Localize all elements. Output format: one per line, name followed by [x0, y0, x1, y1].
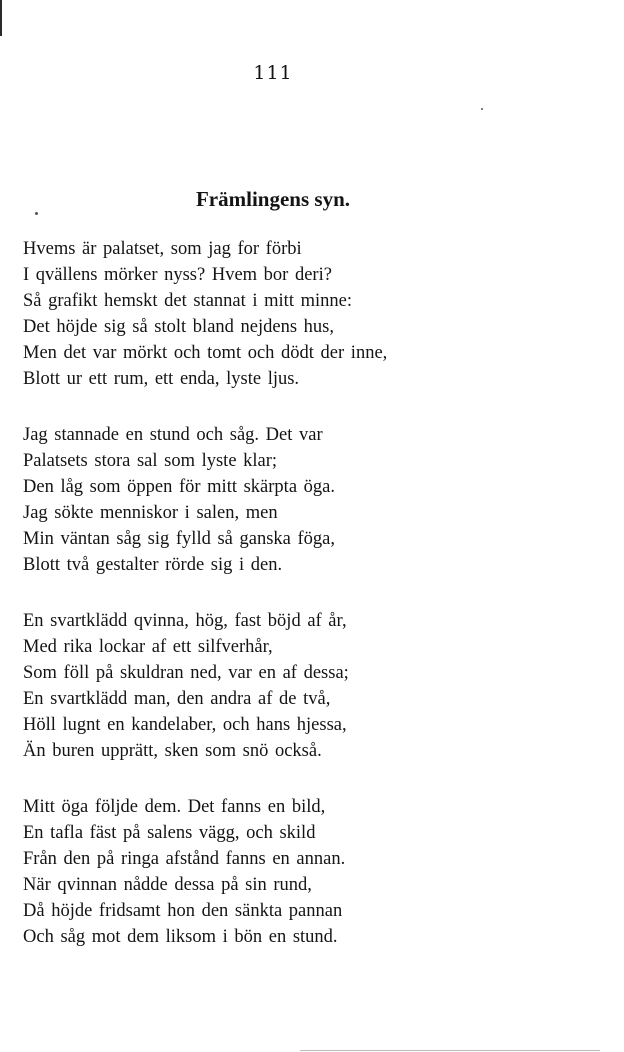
- poem-line: Hvems är palatset, som jag for förbi: [23, 239, 302, 259]
- poem-line: En tafla fäst på salens vägg, och skild: [23, 823, 316, 843]
- poem-line: Då höjde fridsamt hon den sänkta pannan: [23, 901, 343, 921]
- specks: [481, 108, 483, 110]
- poem-line: Jag sökte menniskor i salen, men: [23, 503, 278, 523]
- poem-line: Blott ur ett rum, ett enda, lyste ljus.: [23, 369, 300, 389]
- poem-line: Min väntan såg sig fylld så ganska föga,: [23, 529, 335, 549]
- poem-line: Jag stannade en stund och såg. Det var: [23, 425, 323, 445]
- poem-line: Som föll på skuldran ned, var en af dessa;: [23, 663, 349, 683]
- poem-line: Med rika lockar af ett silfverhår,: [23, 637, 273, 657]
- poem-line: Än buren upprätt, sken som snö också.: [23, 741, 322, 761]
- specks: [35, 212, 38, 215]
- poem-line: Palatsets stora sal som lyste klar;: [23, 451, 278, 471]
- poem-line: Mitt öga följde dem. Det fanns en bild,: [23, 797, 326, 817]
- poem-line: Den låg som öppen för mitt skärpta öga.: [23, 477, 335, 497]
- poem-line: Och såg mot dem liksom i bön en stund.: [23, 927, 338, 947]
- stanza: [23, 422, 583, 578]
- poem-line: I qvällens mörker nyss? Hvem bor deri?: [23, 265, 332, 285]
- poem-line: En svartklädd qvinna, hög, fast böjd af år,: [23, 611, 347, 631]
- poem-line: Så grafikt hemskt det stannat i mitt minne:: [23, 291, 352, 311]
- page-edge-mark: [0, 0, 2, 36]
- page-number: 111: [253, 62, 293, 84]
- poem-line: Men det var mörkt och tomt och dödt der inne,: [23, 343, 388, 363]
- poem-line: Från den på ringa afstånd fanns en annan.: [23, 849, 346, 869]
- poem-line: Det höjde sig så stolt bland nejdens hus,: [23, 317, 334, 337]
- bottom-scan-line: [300, 1050, 600, 1051]
- stanza: [23, 236, 583, 392]
- poem-title: Främlingens syn.: [195, 187, 350, 211]
- poem-body: [23, 236, 583, 980]
- poem-line: Blott två gestalter rörde sig i den.: [23, 555, 283, 575]
- poem-line: Höll lugnt en kandelaber, och hans hjessa,: [23, 715, 347, 735]
- poem-line: När qvinnan nådde dessa på sin rund,: [23, 875, 312, 895]
- stanza: [23, 794, 583, 950]
- stanza: [23, 608, 583, 764]
- poem-line: En svartklädd man, den andra af de två,: [23, 689, 331, 709]
